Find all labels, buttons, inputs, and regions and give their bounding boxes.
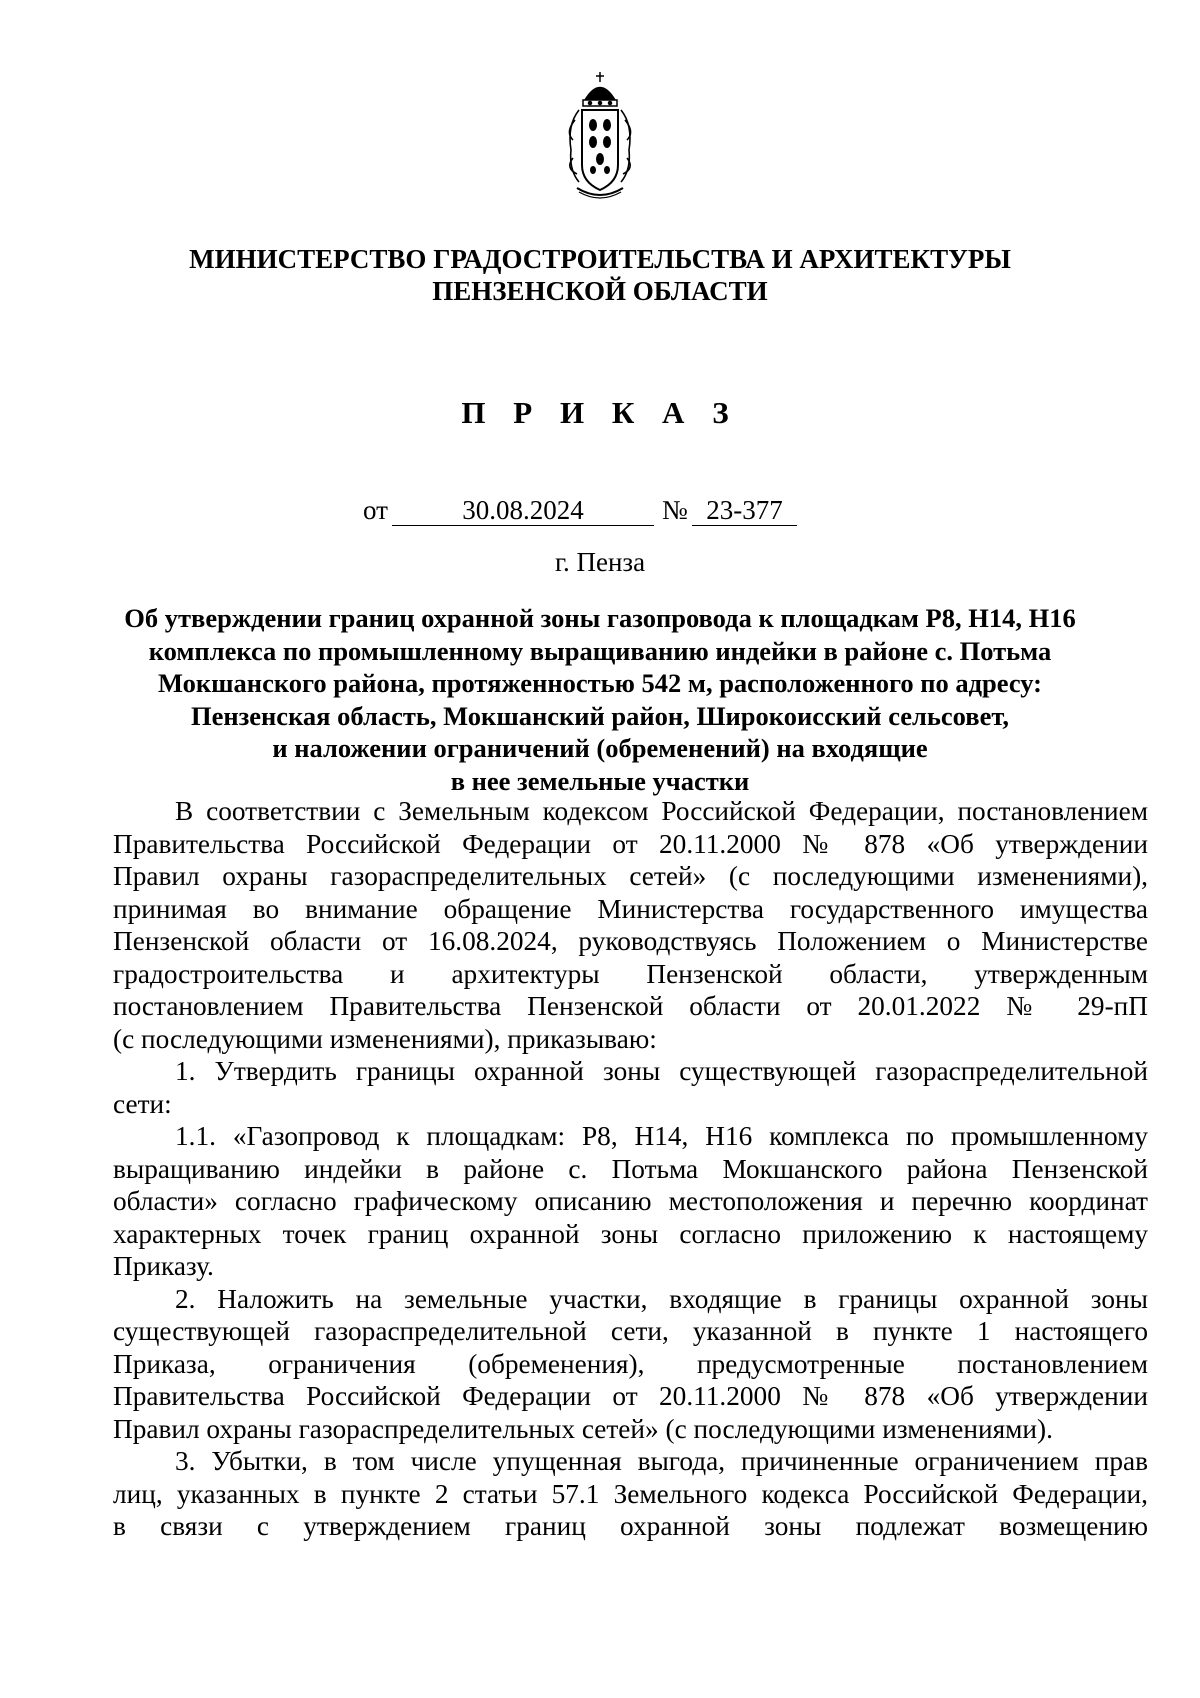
body-line: 1. Утвердить границы охранной зоны существующей газораспределительной (175, 1056, 1148, 1086)
body-line: 2. Наложить на земельные участки, входящие в границы охранной зоны (175, 1283, 1148, 1314)
body-line: лиц, указанных в пункте 2 статьи 57.1 Земельного кодекса Российской Федерации, (113, 1478, 1148, 1509)
body-line: Пензенской области от 16.08.2024, руководствуясь Положением о Министерстве (113, 926, 1148, 956)
subject-line: комплекса по промышленному выращиванию индейки в районе с. Потьма (148, 635, 1052, 666)
body-line: выращиванию индейки в районе с. Потьма Мокшанского района Пензенской (113, 1153, 1148, 1184)
body-line: в связи с утверждением границ охранной зоны подлежат возмещению (113, 1511, 1148, 1541)
body-line: существующей газораспределительной сети, указанной в пункте 1 настоящего (113, 1316, 1148, 1346)
body-line: характерных точек границ охранной зоны согласно приложению к настоящему (113, 1218, 1148, 1249)
body-line: 3. Убытки, в том числе упущенная выгода, причиненные ограничением прав (175, 1446, 1148, 1476)
subject-line: Об утверждении границ охранной зоны газопровода к площадкам Р8, Н14, Н16 (124, 603, 1076, 633)
body-line: принимая во внимание обращение Министерства государственного имущества (113, 893, 1148, 924)
date-number-line (0, 492, 1200, 528)
order-title: П Р И К А З (461, 395, 739, 430)
body-line: области» согласно графическому описанию местоположения и перечню координат (113, 1186, 1148, 1216)
subject-line: и наложении ограничений (обременений) на входящие (272, 733, 928, 763)
ministry-name-line2: ПЕНЗЕНСКОЙ ОБЛАСТИ (432, 276, 768, 306)
subject-line: в нее земельные участки (450, 765, 750, 796)
body-line: Правил охраны газораспределительных сетей» (с последующими изменениями), (113, 861, 1148, 891)
body-line: Приказа, ограничения (обременения), предусмотренные постановлением (113, 1348, 1148, 1379)
date-prefix: от (363, 495, 388, 525)
body-line: постановлением Правительства Пензенской области от 20.01.2022 № 29-пП (113, 991, 1148, 1021)
body-line: сети: (113, 1088, 172, 1119)
body-line: Приказу. (113, 1251, 214, 1281)
ministry-name-line1: МИНИСТЕРСТВО ГРАДОСТРОИТЕЛЬСТВА И АРХИТЕКТУРЫ (189, 244, 1011, 274)
body-line: 1.1. «Газопровод к площадкам: Р8, Н14, Н16 комплекса по промышленному (175, 1121, 1148, 1151)
body-line: Правительства Российской Федерации от 20.11.2000 № 878 «Об утверждении (113, 1381, 1148, 1411)
number-prefix: № (662, 495, 688, 525)
order-number: 23-377 (692, 492, 797, 526)
city: г. Пенза (554, 547, 646, 577)
order-subject (100, 602, 1100, 797)
body-line: Правительства Российской Федерации от 20.11.2000 № 878 «Об утверждении (113, 828, 1148, 859)
body-line: Правил охраны газораспределительных сетей» (с последующими изменениями). (113, 1413, 1053, 1444)
subject-line: Мокшанского района, протяженностью 542 м, расположенного по адресу: (158, 668, 1042, 698)
body-line: (с последующими изменениями), приказываю: (113, 1023, 657, 1054)
body-line: В соответствии с Земельным кодексом Российской Федерации, постановлением (175, 796, 1148, 826)
subject-line: Пензенская область, Мокшанский район, Широкоисский сельсовет, (190, 700, 1009, 731)
body-text (113, 795, 1148, 1543)
coat-of-arms-emblem (565, 70, 635, 205)
body-line: градостроительства и архитектуры Пензенской области, утвержденным (113, 958, 1148, 989)
order-date: 30.08.2024 (392, 492, 654, 526)
